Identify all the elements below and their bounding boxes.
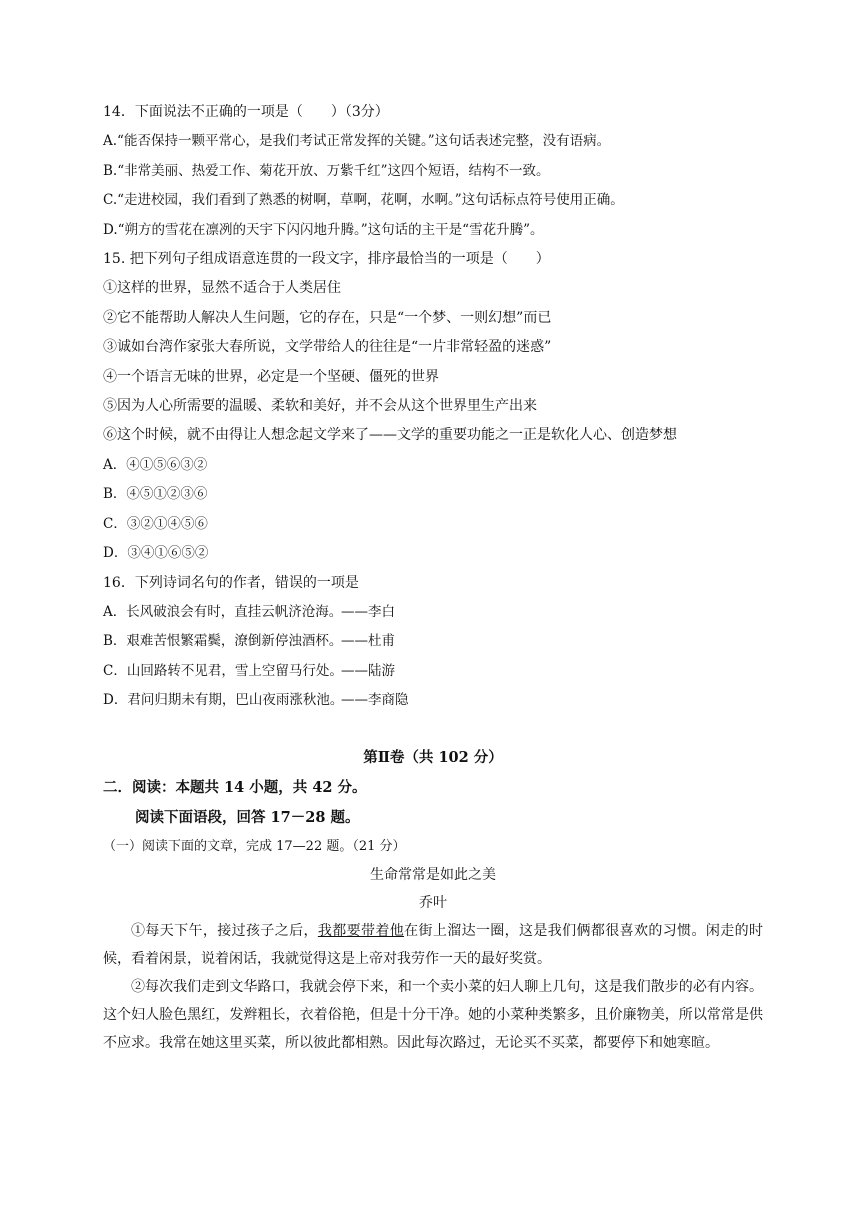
q16-stem: 16．下列诗词名句的作者，错误的一项是 [103,574,359,591]
q16-option-a [103,598,763,627]
reading-section-heading: 二．阅读：本题共 14 小题，共 42 分。 [103,778,367,796]
q14-option-a: A.“能否保持一颗平常心，是我们考试正常发挥的关键。”这句话表述完整，没有语病。 [103,133,611,150]
article-paragraph-1 [103,917,763,973]
q15-sentence-3: ③诚如台湾作家张大春所说，文学带给人的往往是“一片非常轻盈的迷惑” [103,339,552,356]
q16-option-a-line: A．长风破浪会有时，直挂云帆济沧海。 [103,603,343,620]
article-title: 生命常常是如此之美 [370,866,496,883]
q16-option-a-author: ——李白 [341,603,395,620]
article-author: 乔叶 [419,894,447,911]
part2-title: 第Ⅱ卷（共 102 分） [363,748,503,766]
q16-option-b [103,627,763,656]
q16-option-d [103,686,763,715]
q15-option-a: A．④①⑤⑥③② [103,456,208,473]
q15-sentence-4: ④一个语言无味的世界，必定是一个坚硬、僵死的世界 [103,368,439,385]
q16-option-d-author: ——李商隐 [341,692,409,709]
q15-sentence-5: ⑤因为人心所需要的温暖、柔软和美好，并不会从这个世界里生产出来 [103,398,537,415]
q16-option-c-line: C．山回路转不见君，雪上空留马行处。 [103,662,343,679]
passage-sub-heading: （一）阅读下面的文章，完成 17—22 题。（21 分） [103,838,406,854]
q14-stem: 14．下面说法不正确的一项是（ ）（3分） [103,104,389,120]
q16-option-c-author: ——陆游 [341,662,395,679]
q15-option-c: C．③②①④⑤⑥ [103,515,208,532]
article-paragraph-2: ②每次我们走到文华路口，我就会停下来，和一个卖小菜的妇人聊上几句，这是我们散步的必有内容。这个妇人脸色黑红，发辫粗长，衣着俗艳，但是十分干净。她的小菜种类繁多，且价廉物美，所以常常是供不应求。我常在她这里买菜，所以彼此都相熟。因此每次路过，无论买不买菜，都要停下和她寒暄。 [103,978,763,1051]
q15-stem: 15. 把下列句子组成语意连贯的一段文字，排序最恰当的一项是（ ） [103,251,550,268]
q14-option-c: C.“走进校园，我们看到了熟悉的树啊，草啊，花啊，水啊。”这句话标点符号使用正确。 [103,192,624,209]
underlined-phrase: 我都要带着他 [317,922,405,939]
q16-option-b-line: B．艰难苦恨繁霜鬓，潦倒新停浊酒杯。 [103,633,343,650]
q16-option-d-line: D．君问归期未有期，巴山夜雨涨秋池。 [103,692,344,709]
paragraph-1-rest: 在街上溜达一圈，这是我们俩都很喜欢的习惯。闲走的时候，看着闲景，说着闲话，我就觉得这是上帝对我劳作一天的最好奖赏。 [103,922,764,967]
q15-sentence-6: ⑥这个时候，就不由得让人想念起文学来了——文学的重要功能之一正是软化人心、创造梦想 [103,427,677,444]
reading-instruction: 阅读下面语段，回答 17－28 题。 [135,808,360,826]
q15-sentence-2: ②它不能帮助人解决人生问题，它的存在，只是“一个梦、一则幻想”而已 [103,309,552,326]
section-gap [103,716,763,743]
q15-option-b: B．④⑤①②③⑥ [103,486,208,503]
q16-option-b-author: ——杜甫 [341,633,395,650]
q16-option-c [103,657,763,686]
q15-option-d: D．③④①⑥⑤② [103,545,209,562]
q14-option-b: B.“非常美丽、热爱工作、菊花开放、万紫千红”这四个短语，结构不一致。 [103,162,550,179]
q15-sentence-1: ①这样的世界，显然不适合于人类居住 [103,280,341,297]
q14-option-d: D.“朔方的雪花在凛冽的天宇下闪闪地升腾。”这句话的主干是“雪花升腾”。 [103,221,544,238]
exam-page [103,98,763,1057]
paragraph-1-start: ①每天下午，接过孩子之后， [131,922,318,939]
